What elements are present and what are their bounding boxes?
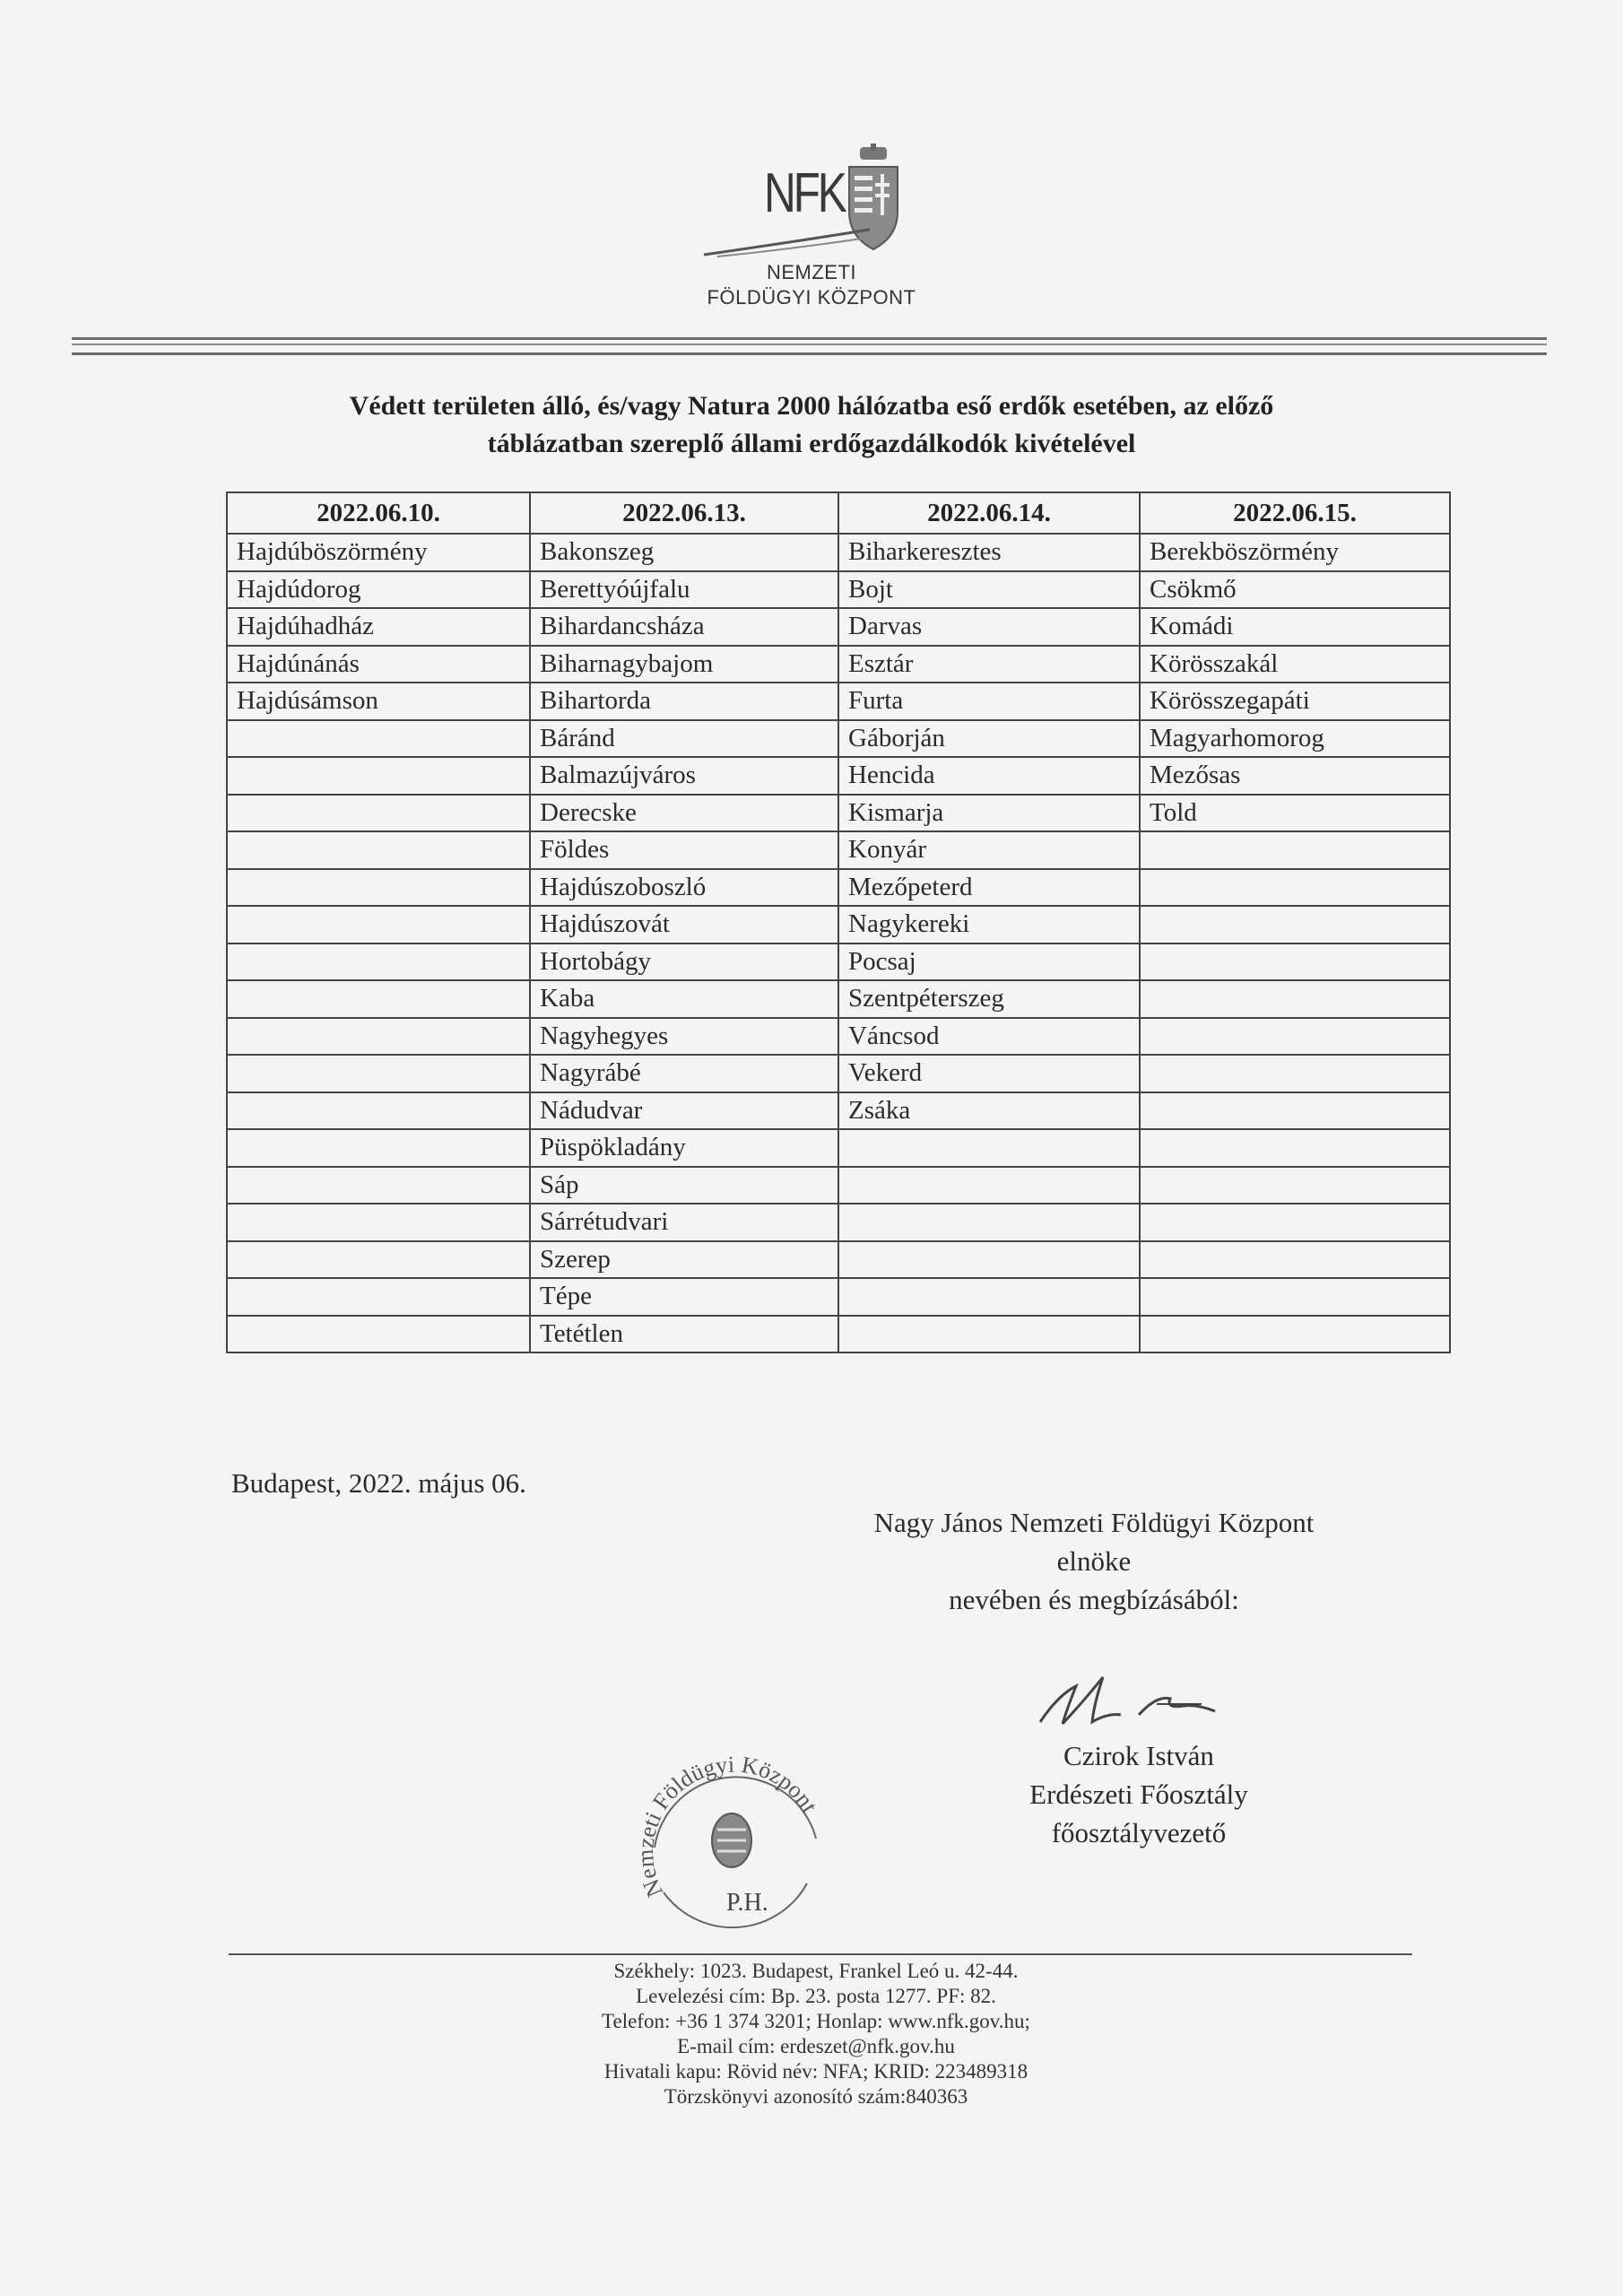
table-cell: Balmazújváros — [530, 757, 838, 795]
table-row — [227, 980, 1450, 1018]
table-cell — [1140, 1129, 1450, 1167]
table-cell: Zsáka — [838, 1092, 1140, 1130]
table-cell: Nagyrábé — [530, 1055, 838, 1092]
table-row — [227, 1278, 1450, 1316]
column-header-date: 2022.06.15. — [1140, 492, 1450, 534]
table-cell: Sárrétudvari — [530, 1204, 838, 1241]
table-cell: Pocsaj — [838, 944, 1140, 981]
table-cell — [227, 720, 530, 758]
table-cell: Tetétlen — [530, 1316, 838, 1353]
table-cell: Nádudvar — [530, 1092, 838, 1130]
table-cell: Told — [1140, 795, 1450, 832]
table-row — [227, 1167, 1450, 1205]
table-cell: Darvas — [838, 608, 1140, 646]
table-cell — [227, 795, 530, 832]
table-row — [227, 720, 1450, 758]
table-cell: Hortobágy — [530, 944, 838, 981]
table-row — [227, 757, 1450, 795]
table-cell: Hajdúsámson — [227, 683, 530, 720]
table-cell — [1140, 1018, 1450, 1056]
table-row — [227, 944, 1450, 981]
table-cell — [1140, 1167, 1450, 1205]
table-row — [227, 683, 1450, 720]
table-row — [227, 1241, 1450, 1279]
authorization-line2: elnöke — [1056, 1545, 1132, 1577]
table-cell — [1140, 1241, 1450, 1279]
table-cell — [227, 1055, 530, 1092]
table-cell — [227, 944, 530, 981]
table-row — [227, 1129, 1450, 1167]
table-cell — [227, 1129, 530, 1167]
table-cell: Komádi — [1140, 608, 1450, 646]
table-header-row — [227, 492, 1450, 534]
table-cell — [1140, 831, 1450, 869]
authorization-line1: Nagy János Nemzeti Földügyi Központ — [873, 1507, 1315, 1538]
official-stamp — [628, 1740, 843, 1946]
table-cell — [227, 1167, 530, 1205]
organization-name — [681, 260, 942, 310]
table-row — [227, 1018, 1450, 1056]
heading-line2: táblázatban szereplő állami erdőgazdálkodók kivételével — [487, 429, 1136, 458]
table-cell — [227, 869, 530, 907]
table-cell: Derecske — [530, 795, 838, 832]
footer-line: E-mail cím: erdeszet@nfk.gov.hu — [677, 2035, 955, 2057]
table-cell: Nagykereki — [838, 906, 1140, 944]
table-cell: Kismarja — [838, 795, 1140, 832]
table-cell: Konyár — [838, 831, 1140, 869]
signer-name: Czirok István — [1063, 1740, 1214, 1771]
table-cell: Berettyóújfalu — [530, 571, 838, 609]
table-cell: Körösszakál — [1140, 646, 1450, 683]
column-header-date: 2022.06.10. — [227, 492, 530, 534]
table-row — [227, 571, 1450, 609]
table-cell: Földes — [530, 831, 838, 869]
table-cell: Hajdúböszörmény — [227, 534, 530, 571]
header-divider — [72, 337, 1547, 355]
swoosh-icon — [699, 224, 879, 260]
table-row — [227, 646, 1450, 683]
table-row — [227, 608, 1450, 646]
table-cell — [227, 1316, 530, 1353]
table-cell: Nagyhegyes — [530, 1018, 838, 1056]
table-cell: Püspökladány — [530, 1129, 838, 1167]
table-cell: Esztár — [838, 646, 1140, 683]
table-cell: Furta — [838, 683, 1140, 720]
table-cell — [1140, 980, 1450, 1018]
table-row — [227, 795, 1450, 832]
table-cell: Bakonszeg — [530, 534, 838, 571]
table-cell — [1140, 1316, 1450, 1353]
table-cell: Bihardancsháza — [530, 608, 838, 646]
footer-contact — [475, 1959, 1157, 2109]
table-row — [227, 1092, 1450, 1130]
signer-block — [950, 1736, 1327, 1852]
table-cell — [227, 1018, 530, 1056]
authorization-block — [843, 1503, 1345, 1619]
table-cell: Kaba — [530, 980, 838, 1018]
footer-line: Törzskönyvi azonosító szám:840363 — [664, 2085, 968, 2108]
authorization-line3: nevében és megbízásából: — [949, 1584, 1239, 1615]
table-cell — [227, 1241, 530, 1279]
table-row — [227, 534, 1450, 571]
table-cell: Hencida — [838, 757, 1140, 795]
table-row — [227, 1055, 1450, 1092]
svg-text:Nemzeti Földügyi Központ: Nemzeti Földügyi Központ — [631, 1751, 823, 1901]
table-cell — [227, 980, 530, 1018]
table-cell — [1140, 906, 1450, 944]
table-cell: Báránd — [530, 720, 838, 758]
stamp-ph-label: P.H. — [726, 1889, 768, 1917]
nfk-logo — [681, 144, 968, 323]
organization-name-line1: NEMZETI — [766, 261, 857, 283]
footer-line: Telefon: +36 1 374 3201; Honlap: www.nfk.gov.hu; — [602, 2010, 1030, 2032]
table-row — [227, 869, 1450, 907]
table-cell: Csökmő — [1140, 571, 1450, 609]
signer-department: Erdészeti Főosztály — [1029, 1779, 1248, 1810]
table-cell: Berekböszörmény — [1140, 534, 1450, 571]
table-cell: Hajdúhadház — [227, 608, 530, 646]
table-cell: Bojt — [838, 571, 1140, 609]
table-cell: Magyarhomorog — [1140, 720, 1450, 758]
table-cell — [838, 1316, 1140, 1353]
table-cell: Bihartorda — [530, 683, 838, 720]
table-cell: Hajdúszovát — [530, 906, 838, 944]
heading-line1: Védett területen álló, és/vagy Natura 2000 hálózatba eső erdők esetében, az előző — [349, 391, 1274, 421]
table-cell: Szentpéterszeg — [838, 980, 1140, 1018]
footer-line: Székhely: 1023. Budapest, Frankel Leó u. 42-44. — [613, 1960, 1019, 1982]
table-cell — [1140, 1278, 1450, 1316]
column-header-date: 2022.06.14. — [838, 492, 1140, 534]
table-cell — [227, 831, 530, 869]
signer-title: főosztályvezető — [1051, 1817, 1227, 1848]
table-cell — [227, 1204, 530, 1241]
footer-divider — [229, 1953, 1412, 1955]
table-cell: Hajdúszoboszló — [530, 869, 838, 907]
table-row — [227, 1316, 1450, 1353]
schedule-table — [226, 491, 1451, 1353]
table-cell — [1140, 1204, 1450, 1241]
table-cell — [1140, 869, 1450, 907]
table-cell: Mezőpeterd — [838, 869, 1140, 907]
table-cell — [227, 1092, 530, 1130]
table-cell: Hajdúdorog — [227, 571, 530, 609]
place-and-date: Budapest, 2022. május 06. — [231, 1467, 526, 1499]
logo-mark: NFK — [764, 162, 845, 224]
table-cell — [838, 1204, 1140, 1241]
table-cell — [1140, 1055, 1450, 1092]
table-cell: Váncsod — [838, 1018, 1140, 1056]
table-cell — [1140, 944, 1450, 981]
table-cell — [1140, 1092, 1450, 1130]
table-cell: Sáp — [530, 1167, 838, 1205]
handwritten-signature — [1022, 1659, 1246, 1740]
table-cell: Gáborján — [838, 720, 1140, 758]
footer-line: Levelezési cím: Bp. 23. posta 1277. PF: 82. — [636, 1985, 996, 2007]
table-cell: Vekerd — [838, 1055, 1140, 1092]
table-cell: Körösszegapáti — [1140, 683, 1450, 720]
table-cell — [838, 1278, 1140, 1316]
table-cell — [838, 1167, 1140, 1205]
table-cell — [838, 1129, 1140, 1167]
table-cell — [838, 1241, 1140, 1279]
table-cell: Tépe — [530, 1278, 838, 1316]
table-cell — [227, 1278, 530, 1316]
table-cell: Biharnagybajom — [530, 646, 838, 683]
table-cell: Hajdúnánás — [227, 646, 530, 683]
table-cell: Szerep — [530, 1241, 838, 1279]
document-heading — [224, 387, 1399, 463]
table-cell: Mezősas — [1140, 757, 1450, 795]
table-row — [227, 831, 1450, 869]
table-cell: Biharkeresztes — [838, 534, 1140, 571]
column-header-date: 2022.06.13. — [530, 492, 838, 534]
table-cell — [227, 906, 530, 944]
table-row — [227, 906, 1450, 944]
table-row — [227, 1204, 1450, 1241]
organization-name-line2: FÖLDÜGYI KÖZPONT — [707, 286, 916, 309]
footer-line: Hivatali kapu: Rövid név: NFA; KRID: 223489318 — [603, 2060, 1028, 2083]
table-cell — [227, 757, 530, 795]
